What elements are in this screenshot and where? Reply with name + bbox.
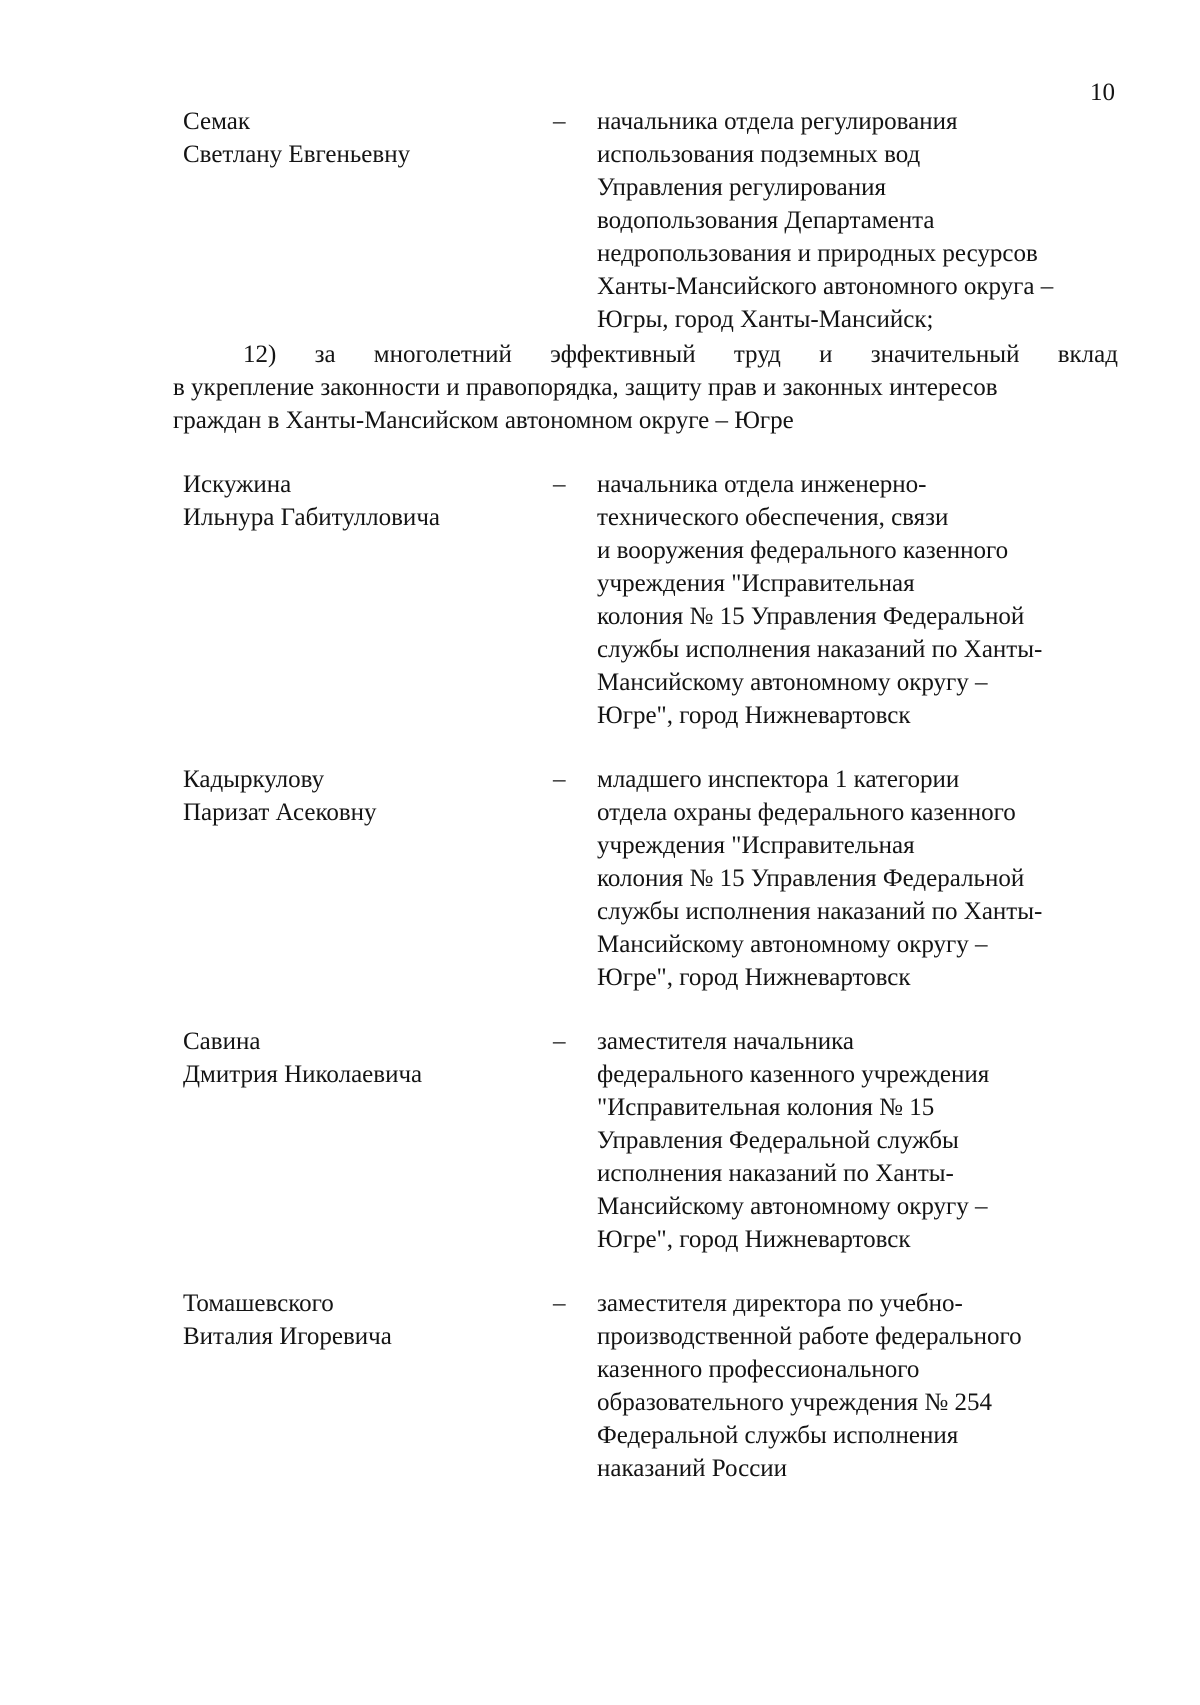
- recipient-name: [183, 1025, 563, 1091]
- recipient-given-names: Виталия Игоревича: [183, 1323, 392, 1350]
- position-line: учреждения "Исправительная: [597, 832, 915, 859]
- position-line: "Исправительная колония № 15: [597, 1094, 935, 1121]
- position-line: Управления Федеральной службы: [597, 1127, 959, 1154]
- position-line: технического обеспечения, связи: [597, 504, 949, 531]
- position-line: службы исполнения наказаний по Ханты-: [597, 898, 1043, 925]
- recipient-name: [183, 468, 563, 534]
- position-line: младшего инспектора 1 категории: [597, 766, 960, 793]
- position-line: начальника отдела инженерно-: [597, 471, 927, 498]
- position-line: и вооружения федерального казенного: [597, 537, 1009, 564]
- page-number: 10: [1090, 79, 1115, 106]
- position-line: Мансийскому автономному округу –: [597, 1193, 988, 1220]
- paragraph-word: вклад: [1057, 341, 1118, 368]
- recipient-surname: Искужина: [183, 471, 292, 498]
- paragraph-first-line: [173, 338, 1118, 371]
- recipient-position: [597, 105, 1137, 336]
- position-line: водопользования Департамента: [597, 207, 935, 234]
- dash-separator: –: [553, 1290, 566, 1317]
- paragraph-word: за: [314, 341, 336, 368]
- position-line: Управления регулирования: [597, 174, 886, 201]
- position-line: Мансийскому автономному округу –: [597, 931, 988, 958]
- position-line: Федеральной службы исполнения: [597, 1422, 959, 1449]
- position-line: Югры, город Ханты-Мансийск;: [597, 306, 934, 333]
- recipient-position: [597, 1287, 1137, 1485]
- dash-separator: –: [553, 1028, 566, 1055]
- recipient-surname: Савина: [183, 1028, 261, 1055]
- paragraph-word: многолетний: [373, 341, 512, 368]
- award-clause-paragraph: [173, 338, 1118, 437]
- position-line: Югре", город Нижневартовск: [597, 702, 911, 729]
- position-line: казенного профессионального: [597, 1356, 920, 1383]
- position-line: учреждения "Исправительная: [597, 570, 915, 597]
- dash-separator: –: [553, 766, 566, 793]
- recipient-name: [183, 105, 563, 171]
- position-line: недропользования и природных ресурсов: [597, 240, 1038, 267]
- recipient-position: [597, 763, 1137, 994]
- recipient-position: [597, 1025, 1137, 1256]
- paragraph-line: в укрепление законности и правопорядка, защиту прав и законных интересов: [173, 374, 998, 401]
- recipient-surname: Семак: [183, 108, 250, 135]
- position-line: Мансийскому автономному округу –: [597, 669, 988, 696]
- recipient-given-names: Светлану Евгеньевну: [183, 141, 411, 168]
- paragraph-word: труд: [733, 341, 781, 368]
- position-line: использования подземных вод: [597, 141, 921, 168]
- recipient-given-names: Дмитрия Николаевича: [183, 1061, 423, 1088]
- position-line: заместителя директора по учебно-: [597, 1290, 963, 1317]
- recipient-surname: Томашевского: [183, 1290, 334, 1317]
- paragraph-word: значительный: [870, 341, 1020, 368]
- position-line: производственной работе федерального: [597, 1323, 1022, 1350]
- position-line: службы исполнения наказаний по Ханты-: [597, 636, 1043, 663]
- position-line: исполнения наказаний по Ханты-: [597, 1160, 954, 1187]
- recipient-surname: Кадыркулову: [183, 766, 325, 793]
- position-line: Ханты-Мансийского автономного округа –: [597, 273, 1054, 300]
- recipient-position: [597, 468, 1137, 732]
- position-line: федерального казенного учреждения: [597, 1061, 990, 1088]
- paragraph-word: эффективный: [550, 341, 696, 368]
- position-line: образовательного учреждения № 254: [597, 1389, 992, 1416]
- position-line: наказаний России: [597, 1455, 788, 1482]
- position-line: отдела охраны федерального казенного: [597, 799, 1016, 826]
- position-line: колония № 15 Управления Федеральной: [597, 865, 1025, 892]
- position-line: начальника отдела регулирования: [597, 108, 958, 135]
- dash-separator: –: [553, 108, 566, 135]
- position-line: Югре", город Нижневартовск: [597, 964, 911, 991]
- dash-separator: –: [553, 471, 566, 498]
- recipient-name: [183, 1287, 563, 1353]
- position-line: Югре", город Нижневартовск: [597, 1226, 911, 1253]
- position-line: заместителя начальника: [597, 1028, 855, 1055]
- paragraph-word: 12): [243, 341, 277, 368]
- paragraph-word: и: [819, 341, 833, 368]
- paragraph-line: граждан в Ханты-Мансийском автономном округе – Югре: [173, 407, 794, 434]
- recipient-name: [183, 763, 563, 829]
- position-line: колония № 15 Управления Федеральной: [597, 603, 1025, 630]
- recipient-given-names: Паризат Асековну: [183, 799, 377, 826]
- recipient-given-names: Ильнура Габитулловича: [183, 504, 440, 531]
